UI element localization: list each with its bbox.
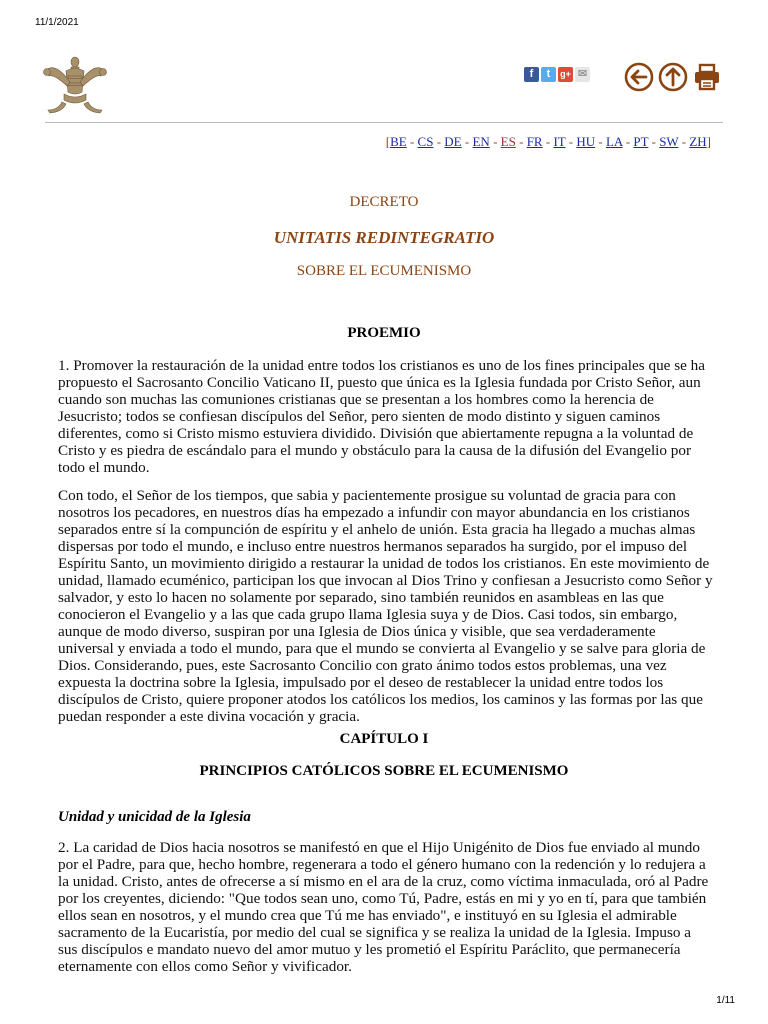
twitter-icon[interactable]: t <box>541 67 556 82</box>
print-icon[interactable] <box>692 62 722 92</box>
language-link-pt[interactable]: PT <box>633 134 649 149</box>
google-plus-icon[interactable]: g+ <box>558 67 573 82</box>
language-link-be[interactable]: BE <box>390 134 407 149</box>
language-link-zh[interactable]: ZH <box>689 134 707 149</box>
language-link-es[interactable]: ES <box>500 134 516 149</box>
language-link-it[interactable]: IT <box>553 134 566 149</box>
papal-emblem-icon <box>40 52 110 114</box>
share-toolbar <box>524 67 590 82</box>
language-link-sw[interactable]: SW <box>659 134 679 149</box>
facebook-icon[interactable]: f <box>524 67 539 82</box>
chapter-heading: CAPÍTULO I <box>339 731 429 747</box>
proemio-heading: PROEMIO <box>347 325 421 341</box>
up-arrow-icon[interactable] <box>658 62 688 92</box>
print-date: 11/1/2021 <box>35 17 79 28</box>
paragraph-2: Con todo, el Señor de los tiempos, que sabia y pacientemente prosigue su voluntad de gracia para con nosotros los pecadores, en nuestros días ha empezado a infundir con mayor abundancia en los cristianos separados entre sí la compunción de espíritu y el anhelo de unión. Esta gracia ha llegado a muchas almas dispersas por todo el mundo, e incluso entre nuestros hermanos separados ha surgido, por el impuso del Espíritu Santo, un movimiento dirigido a restaurar la unidad de todos los cristianos. En este movimiento de unidad, llamado ecuménico, participan los que invocan al Dios Trino y confiesan a Jesucristo como Señor y salvador, y esto lo hacen no solamente por separado, sino también reunidos en asambleas en las que conocieron el Evangelio y a las que cada grupo llama Iglesia suya y de Dios. Casi todos, sin embargo, aunque de modo diverso, suspiran por una Iglesia de Dios única y visible, que sea verdaderamente universal y enviada a todo el mundo, para que el mundo se convierta al Evangelio y se salve para gloria de Dios. Considerando, pues, este Sacrosanto Concilio con grato ánimo todos estos problemas, una vez expuesta la doctrina sobre la Iglesia, impulsado por el deseo de restablecer la unidad entre todos los discípulos de Cristo, quiere proponer atodos los católicos los medios, los caminos y las formas por las que puedan responder a este divina vocación y gracia. <box>58 487 713 725</box>
document-kind: DECRETO <box>349 194 419 210</box>
back-arrow-icon[interactable] <box>624 62 654 92</box>
language-link-en[interactable]: EN <box>472 134 490 149</box>
page-navigation <box>624 62 722 92</box>
paragraph-1: 1. Promover la restauración de la unidad entre todos los cristianos es uno de los fines principales que se ha propuesto el Sacrosanto Concilio Vaticano II, puesto que única es la Iglesia fundada por Cristo Señor, aun cuando son muchas las comuniones cristianas que se presentan a los hombres como la herencia de Jesucristo; todos se confiesan discípulos del Señor, pero sienten de modo distinto y siguen caminos diferentes, como si Cristo mismo estuviera dividido. División que abiertamente repugna a la voluntad de Cristo y es piedra de escándalo para el mundo y obstáculo para la causa de la difusión del Evangelio por todo el mundo. <box>58 357 705 476</box>
section-heading: Unidad y unicidad de la Iglesia <box>58 809 251 825</box>
language-link-fr[interactable]: FR <box>526 134 543 149</box>
language-link-cs[interactable]: CS <box>417 134 434 149</box>
language-link-hu[interactable]: HU <box>576 134 596 149</box>
document-subtitle: SOBRE EL ECUMENISMO <box>296 263 472 279</box>
page-number: 1/11 <box>716 995 735 1006</box>
email-icon[interactable]: ✉ <box>575 67 590 82</box>
document-title: UNITATIS REDINTEGRATIO <box>273 228 495 247</box>
language-link-de[interactable]: DE <box>444 134 462 149</box>
language-link-la[interactable]: LA <box>605 134 623 149</box>
paragraph-3: 2. La caridad de Dios hacia nosotros se manifestó en que el Hijo Unigénito de Dios fue enviado al mundo por el Padre, para que, hecho hombre, regenerara a todo el género humano con la redención y lo redujera a la unidad. Cristo, antes de ofrecerse a sí mismo en el ara de la cruz, como víctima inmaculada, oró al Padre por los creyentes, diciendo: "Que todos sean uno, como Tú, Padre, estás en mi y yo en tí, para que también ellos sean en nosotros, y el mundo crea que Tú me has enviado", e instituyó en su Iglesia el admirable sacramento de la Eucaristía, por medio del cual se significa y se realiza la unidad de la Iglesia. Impuso a sus discípulos e mandato nuevo del amor mutuo y les prometió el Espíritu Paráclito, que permanecería eternamente con ellos como Señor y vivificador. <box>58 839 709 975</box>
header-divider <box>45 122 723 123</box>
chapter-title: PRINCIPIOS CATÓLICOS SOBRE EL ECUMENISMO <box>199 763 569 779</box>
language-selector: [BE - CS - DE - EN - ES - FR - IT - HU - LA - PT - SW - ZH] <box>385 134 711 149</box>
